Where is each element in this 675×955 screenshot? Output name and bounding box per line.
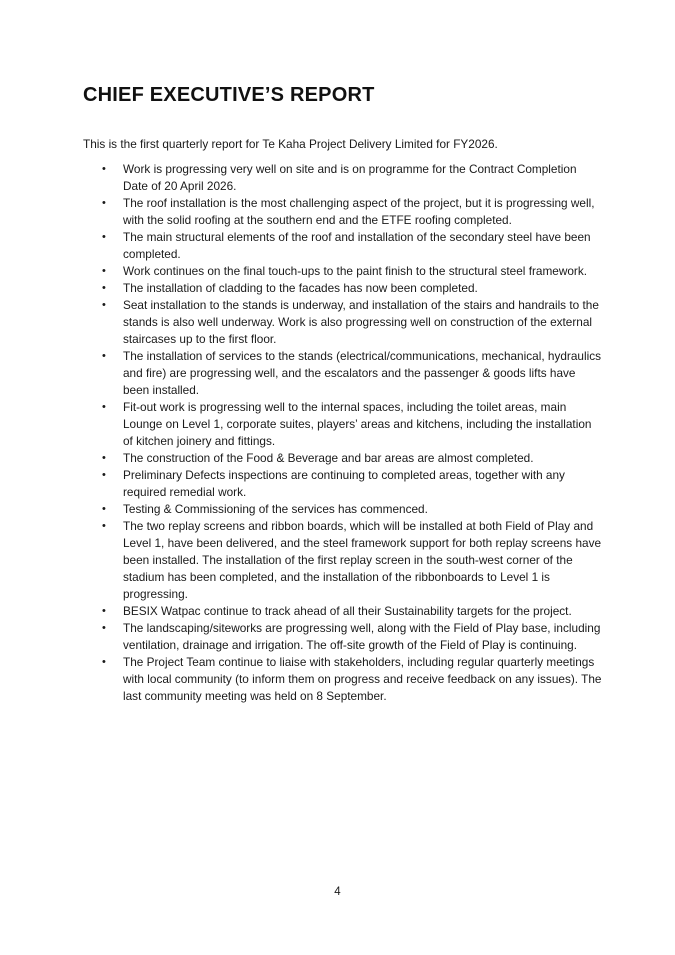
list-item-text: The Project Team continue to liaise with stakeholders, including regular quarterly meetings with local community (to inform them on progress and receive feedback on any issues). The last community meeting was held on 8 September. — [123, 655, 602, 703]
bullet-icon: • — [102, 299, 106, 311]
list-item — [83, 280, 603, 297]
list-item — [83, 348, 603, 399]
bullet-icon: • — [102, 520, 106, 532]
bullet-icon: • — [102, 163, 106, 175]
report-bullet-list — [83, 161, 603, 705]
list-item-text: The main structural elements of the roof and installation of the secondary steel have been completed. — [123, 230, 591, 261]
intro-paragraph: This is the first quarterly report for Te Kaha Project Delivery Limited for FY2026. — [83, 137, 498, 151]
list-item-text: The roof installation is the most challenging aspect of the project, but it is progressing well, with the solid roofing at the southern end and the ETFE roofing completed. — [123, 196, 595, 227]
list-item — [83, 620, 603, 654]
list-item — [83, 518, 603, 603]
bullet-icon: • — [102, 452, 106, 464]
list-item-text: Testing & Commissioning of the services has commenced. — [123, 502, 428, 516]
list-item — [83, 399, 603, 450]
bullet-icon: • — [102, 503, 106, 515]
bullet-icon: • — [102, 282, 106, 294]
list-item-text: The installation of cladding to the facades has now been completed. — [123, 281, 478, 295]
bullet-icon: • — [102, 401, 106, 413]
list-item-text: Fit-out work is progressing well to the internal spaces, including the toilet areas, main Lounge on Level 1, corporate suites, players’ areas and kitchens, including the installation of kitchen joinery and fittings. — [123, 400, 592, 448]
bullet-icon: • — [102, 622, 106, 634]
page-title: CHIEF EXECUTIVE’S REPORT — [83, 84, 375, 106]
list-item-text: Seat installation to the stands is underway, and installation of the stairs and handrails to the stands is also well underway. Work is also progressing well on construction of the external staircases up to the first floor. — [123, 298, 599, 346]
list-item — [83, 161, 603, 195]
list-item — [83, 229, 603, 263]
list-item — [83, 195, 603, 229]
list-item — [83, 263, 603, 280]
bullet-icon: • — [102, 605, 106, 617]
list-item — [83, 501, 603, 518]
bullet-icon: • — [102, 656, 106, 668]
list-item-text: The landscaping/siteworks are progressing well, along with the Field of Play base, including ventilation, drainage and irrigation. The off-site growth of the Field of Play is continuing. — [123, 621, 601, 652]
list-item — [83, 467, 603, 501]
bullet-icon: • — [102, 350, 106, 362]
list-item — [83, 450, 603, 467]
list-item-text: Work is progressing very well on site and is on programme for the Contract Completion Date of 20 April 2026. — [123, 162, 577, 193]
list-item — [83, 297, 603, 348]
list-item-text: The construction of the Food & Beverage and bar areas are almost completed. — [123, 451, 534, 465]
list-item — [83, 603, 603, 620]
page-number: 4 — [334, 886, 341, 898]
bullet-icon: • — [102, 231, 106, 243]
bullet-icon: • — [102, 197, 106, 209]
list-item-text: The installation of services to the stands (electrical/communications, mechanical, hydraulics and fire) are progressing well, and the escalators and the passenger & goods lifts have been installed. — [123, 349, 601, 397]
bullet-icon: • — [102, 265, 106, 277]
bullet-icon: • — [102, 469, 106, 481]
list-item-text: The two replay screens and ribbon boards, which will be installed at both Field of Play and Level 1, have been delivered, and the steel framework support for both replay screens have been installed. The installation of the first replay screen in the south-west corner of the stadium has been completed, and the installation of the ribbonboards to Level 1 is progressing. — [123, 519, 602, 601]
list-item-text: BESIX Watpac continue to track ahead of all their Sustainability targets for the project. — [123, 604, 572, 618]
list-item-text: Preliminary Defects inspections are continuing to completed areas, together with any required remedial work. — [123, 468, 565, 499]
list-item — [83, 654, 603, 705]
list-item-text: Work continues on the final touch-ups to the paint finish to the structural steel framework. — [123, 264, 588, 278]
